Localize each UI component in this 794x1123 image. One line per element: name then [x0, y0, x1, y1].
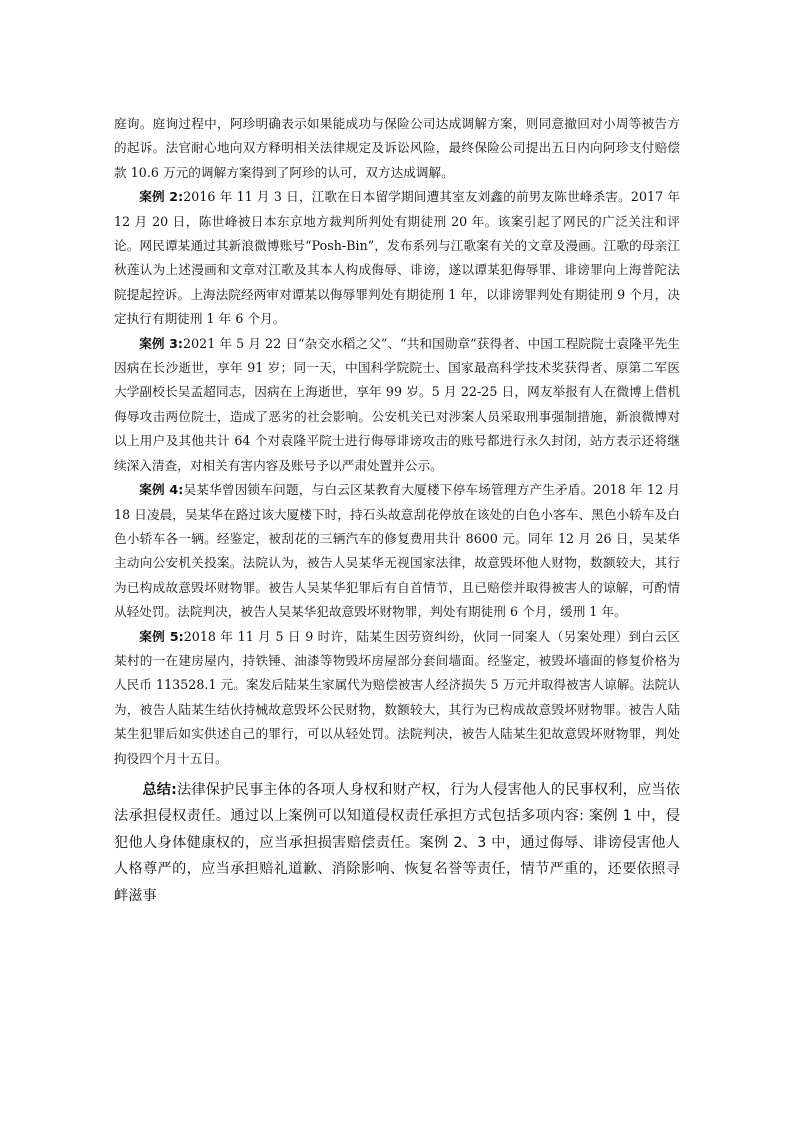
- case-3-paragraph: [114, 332, 680, 478]
- case-5-paragraph: [114, 625, 680, 771]
- case-2-label: 案例 2:: [139, 189, 184, 205]
- case-4-text: 吴某华曾因锁车问题，与白云区某教育大厦楼下停车场管理方产生矛盾。2018 年 12 月 18 日凌晨，吴某华在路过该大厦楼下时，持石头故意刮花停放在该处的白色小客车、黑色小轿车及白色小轿车各一辆。经鉴定，被刮花的三辆汽车的修复费用共计 8600 元。同年 12 月 26 日，吴某华主动向公安机关投案。法院认为，被告人吴某华无视国家法律，故意毁坏他人财物，数额较大，其行为已构成故意毁坏财物罪。被告人吴某华犯罪后有自首情节，且已赔偿并取得被害人的谅解，可酌情从轻处罚。法院判决，被告人吴某华犯故意毁坏财物罪，判处有期徒刑 6 个月，缓刑 1 年。: [114, 482, 681, 620]
- case-4-label: 案例 4:: [139, 482, 184, 498]
- summary-text: 法律保护民事主体的各项人身权和财产权，行为人侵害他人的民事权利，应当依法承担侵权责任。通过以上案例可以知道侵权责任承担方式包括多项内容: 案例 1 中，侵犯他人身体健康权的，应当承担损害赔偿责任。案例 2、3 中，通过侮辱、诽谤侵害他人人格尊严的，应当承担赔礼道歉、消除影响、恢复名誉等责任，情节严重的，还要依照寻衅滋事: [114, 781, 680, 904]
- case-2-paragraph: [114, 185, 680, 331]
- summary-label: 总结:: [142, 781, 177, 798]
- case-2-text: 2016 年 11 月 3 日，江歌在日本留学期间遭其室友刘鑫的前男友陈世峰杀害。2017 年 12 月 20 日，陈世峰被日本东京地方裁判所判处有期徒刑 20 年。该案引起了网民的广泛关注和评论。网民谭某通过其新浪微博账号“Posh-Bin”，发布系列与江歌案有关的文章及漫画。江歌的母亲江秋莲认为上述漫画和文章对江歌及其本人构成侮辱、诽谤，遂以谭某犯侮辱罪、诽谤罪向上海普陀法院提起控诉。上海法院经两审对谭某以侮辱罪判处有期徒刑 1 年，以诽谤罪判处有期徒刑 9 个月，决定执行有期徒刑 1 年 6 个月。: [114, 189, 680, 327]
- document-body: [114, 112, 680, 909]
- summary-paragraph: [114, 777, 680, 909]
- intro-paragraph: 庭询。庭询过程中，阿珍明确表示如果能成功与保险公司达成调解方案，则同意撤回对小周等被告方的起诉。法官耐心地向双方释明相关法律规定及诉讼风险，最终保险公司提出五日内向阿珍支付赔偿款 10.6 万元的调解方案得到了阿珍的认可，双方达成调解。: [114, 116, 680, 180]
- case-3-text: 2021 年 5 月 22 日“杂交水稻之父”、“共和国勋章”获得者、中国工程院院士袁隆平先生因病在长沙逝世，享年 91 岁；同一天，中国科学院院士、国家最高科学技术奖获得者、原第二军医大学副校长吴孟超同志，因病在上海逝世，享年 99 岁。5 月 22-25 日，网友举报有人在微博上借机侮辱攻击两位院士，造成了恶劣的社会影响。公安机关已对涉案人员采取刑事强制措施，新浪微博对以上用户及其他共计 64 个对袁隆平院士进行侮辱诽谤攻击的账号都进行永久封闭，站方表示还将继续深入清查，对相关有害内容及账号予以严肃处置并公示。: [114, 335, 680, 473]
- case-4-paragraph: [114, 478, 680, 624]
- case-5-label: 案例 5:: [139, 628, 184, 644]
- case-3-label: 案例 3:: [139, 335, 183, 351]
- case-5-text: 2018 年 11 月 5 日 9 时许，陆某生因劳资纠纷，伙同一同案人（另案处理）到白云区某村的一在建房屋内，持铁锤、油漆等物毁坏房屋部分套间墙面。经鉴定，被毁坏墙面的修复价格为人民币 113528.1 元。案发后陆某生家属代为赔偿被害人经济损失 5 万元并取得被害人谅解。法院认为，被告人陆某生结伙持械故意毁坏公民财物，数额较大，其行为已构成故意毁坏财物罪。被告人陆某生犯罪后如实供述自己的罪行，可以从轻处罚。法院判决，被告人陆某生犯故意毁坏财物罪，判处拘役四个月十五日。: [114, 628, 680, 766]
